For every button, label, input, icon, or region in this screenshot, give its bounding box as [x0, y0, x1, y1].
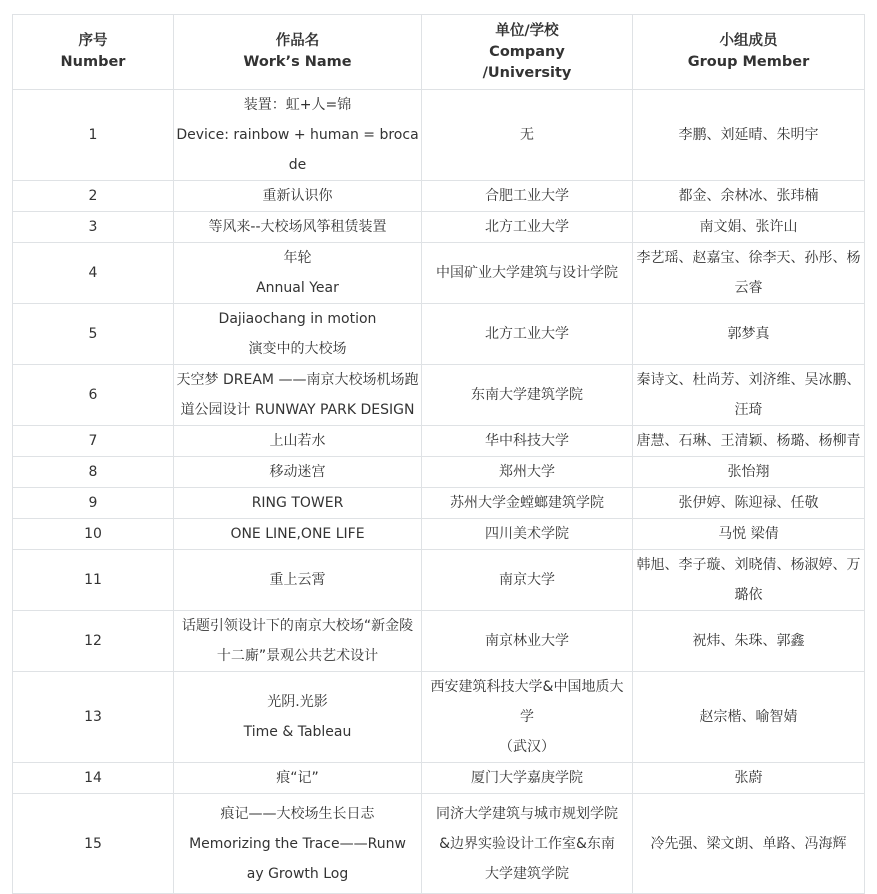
cell-company: [422, 672, 633, 763]
cell-company-line: 华中科技大学: [485, 433, 569, 449]
cell-members: [633, 426, 865, 457]
cell-number: 13: [13, 672, 174, 763]
table-container: [12, 14, 865, 894]
cell-work-name: [174, 488, 422, 519]
cell-company-line: 郑州大学: [499, 464, 555, 480]
cell-members-line: 南文娟、张许山: [699, 219, 798, 235]
cell-work-name-line: 重新认识你: [262, 188, 333, 204]
cell-work-name: [174, 90, 422, 181]
competition-results-table: [12, 14, 865, 894]
cell-number: 3: [13, 212, 174, 243]
cell-members-line: 都金、余林冰、张玮楠: [678, 188, 819, 204]
cell-work-name: [174, 426, 422, 457]
cell-company: [422, 488, 633, 519]
table-row: [13, 243, 865, 304]
header-group-member: 小组成员 Group Member: [633, 15, 865, 90]
cell-members: [633, 212, 865, 243]
cell-members-line: 韩旭、李子璇、刘晓倩、杨淑婷、万: [636, 557, 861, 573]
cell-company: [422, 519, 633, 550]
cell-company-line: 苏州大学金螳螂建筑学院: [450, 495, 604, 511]
cell-number: 7: [13, 426, 174, 457]
header-work-name: 作品名 Work’s Name: [174, 15, 422, 90]
cell-company: [422, 304, 633, 365]
table-row: [13, 365, 865, 426]
cell-company-line: 东南大学建筑学院: [471, 387, 583, 403]
cell-members: [633, 243, 865, 304]
cell-work-name: [174, 304, 422, 365]
cell-company-line: 中国矿业大学建筑与设计学院: [436, 265, 618, 281]
cell-work-name-line: 痕“记”: [276, 770, 319, 786]
cell-work-name-line: Annual Year: [256, 280, 339, 296]
cell-members-line: 郭梦真: [727, 326, 770, 342]
cell-members: [633, 672, 865, 763]
cell-work-name-line: 话题引领设计下的南京大校场“新金陵: [181, 618, 414, 634]
cell-work-name-line: Memorizing the Trace——Runw: [189, 835, 406, 852]
table-row: [13, 611, 865, 672]
cell-work-name-line: Time & Tableau: [243, 724, 352, 740]
cell-members: [633, 611, 865, 672]
header-company: 单位/学校 Company /University: [422, 15, 633, 90]
cell-company-line: 南京大学: [499, 572, 555, 588]
cell-company: [422, 181, 633, 212]
cell-work-name: [174, 212, 422, 243]
cell-company: [422, 426, 633, 457]
cell-number: 1: [13, 90, 174, 181]
cell-work-name: [174, 794, 422, 894]
cell-number: 8: [13, 457, 174, 488]
cell-work-name-line: RING TOWER: [251, 495, 344, 511]
cell-members: [633, 794, 865, 894]
table-header-row: [13, 15, 865, 90]
cell-members-line: 冷先强、梁文朗、单路、冯海辉: [650, 835, 847, 852]
cell-members: [633, 457, 865, 488]
cell-work-name-line: 等风来--大校场风筝租赁装置: [208, 219, 387, 235]
table-row: [13, 519, 865, 550]
cell-company: [422, 457, 633, 488]
cell-members-line: 唐慧、石琳、王清颖、杨璐、杨柳青: [636, 433, 861, 449]
cell-work-name-line: 十二廝”景观公共艺术设计: [216, 648, 379, 664]
cell-work-name-line: 重上云霄: [269, 572, 326, 588]
cell-number: 14: [13, 763, 174, 794]
cell-work-name-line: 道公园设计 RUNWAY PARK DESIGN: [180, 402, 415, 418]
cell-number: 12: [13, 611, 174, 672]
table-row: [13, 426, 865, 457]
cell-company-line: 同济大学建筑与城市规划学院: [436, 805, 618, 822]
header-number: 序号 Number: [13, 15, 174, 90]
cell-company: [422, 243, 633, 304]
cell-company-line: &边界实验设计工作室&东南: [439, 835, 615, 852]
cell-members-line: 祝炜、朱珠、郭鑫: [692, 633, 805, 649]
cell-company-line: 四川美术学院: [485, 526, 569, 542]
cell-work-name-line: 装置：虹+人=锦: [243, 97, 352, 113]
cell-number: 11: [13, 550, 174, 611]
cell-company-line: 合肥工业大学: [485, 188, 569, 204]
cell-work-name: [174, 365, 422, 426]
cell-members-line: 张蔚: [734, 770, 763, 786]
cell-company-line: 南京林业大学: [485, 633, 569, 649]
cell-work-name: [174, 181, 422, 212]
cell-members: [633, 763, 865, 794]
cell-work-name-line: ay Growth Log: [246, 865, 349, 882]
cell-work-name-line: 演变中的大校场: [248, 341, 347, 357]
table-row: [13, 672, 865, 763]
cell-work-name-line: 年轮: [283, 250, 312, 266]
cell-company-line: （武汉）: [499, 739, 555, 755]
cell-work-name-line: Dajiaochang in motion: [218, 311, 377, 327]
cell-company-line: 厦门大学嘉庚学院: [471, 770, 583, 786]
cell-company: [422, 365, 633, 426]
table-row: [13, 794, 865, 894]
cell-work-name: [174, 550, 422, 611]
table-row: [13, 212, 865, 243]
table-row: [13, 763, 865, 794]
table-row: [13, 181, 865, 212]
cell-company-line: 北方工业大学: [485, 219, 569, 235]
cell-company-line: 西安建筑科技大学&中国地质大学: [430, 679, 624, 725]
cell-work-name: [174, 519, 422, 550]
cell-members: [633, 181, 865, 212]
cell-company-line: 大学建筑学院: [485, 865, 569, 882]
cell-members-line: 云睿: [734, 280, 763, 296]
cell-work-name-line: 移动迷宫: [269, 464, 326, 480]
table-body: [13, 90, 865, 894]
cell-number: 2: [13, 181, 174, 212]
cell-work-name: [174, 611, 422, 672]
cell-work-name-line: ONE LINE,ONE LIFE: [230, 526, 365, 542]
table-row: [13, 457, 865, 488]
cell-number: 9: [13, 488, 174, 519]
cell-members: [633, 488, 865, 519]
cell-members-line: 李艺瑶、赵嘉宝、徐李天、孙彤、杨: [636, 250, 861, 266]
cell-members: [633, 304, 865, 365]
cell-work-name: [174, 763, 422, 794]
cell-number: 4: [13, 243, 174, 304]
cell-number: 5: [13, 304, 174, 365]
cell-company: [422, 611, 633, 672]
cell-work-name: [174, 457, 422, 488]
cell-company: [422, 90, 633, 181]
table-row: [13, 550, 865, 611]
cell-work-name-line: 光阴.光影: [267, 694, 328, 710]
cell-work-name: [174, 672, 422, 763]
table-row: [13, 90, 865, 181]
cell-members: [633, 519, 865, 550]
cell-members: [633, 550, 865, 611]
cell-work-name-line: 痕记——大校场生长日志: [220, 805, 375, 822]
cell-number: 15: [13, 794, 174, 894]
cell-members-line: 汪琦: [734, 402, 763, 418]
cell-work-name-line: 天空梦 DREAM ——南京大校场机场跑: [176, 372, 419, 388]
cell-members-line: 李鹏、刘延晴、朱明宇: [678, 127, 819, 143]
cell-members: [633, 365, 865, 426]
cell-members-line: 赵宗楷、喻智婧: [699, 709, 798, 725]
cell-number: 6: [13, 365, 174, 426]
cell-work-name-line: de: [288, 157, 307, 173]
cell-members-line: 璐依: [734, 587, 763, 603]
cell-members-line: 张怡翔: [727, 464, 770, 480]
cell-work-name-line: Device: rainbow + human = broca: [176, 127, 419, 143]
cell-number: 10: [13, 519, 174, 550]
cell-company: [422, 212, 633, 243]
table-row: [13, 304, 865, 365]
table-row: [13, 488, 865, 519]
cell-members: [633, 90, 865, 181]
cell-members-line: 秦诗文、杜尚芳、刘济维、吴冰鹏、: [636, 372, 861, 388]
cell-company: [422, 550, 633, 611]
cell-work-name-line: 上山若水: [269, 433, 326, 449]
cell-company: [422, 763, 633, 794]
cell-company-line: 北方工业大学: [485, 326, 569, 342]
cell-company: [422, 794, 633, 894]
cell-work-name: [174, 243, 422, 304]
cell-company-line: 无: [520, 127, 534, 143]
cell-members-line: 马悦 梁倩: [718, 526, 779, 542]
cell-members-line: 张伊婷、陈迎禄、任敬: [678, 495, 819, 511]
